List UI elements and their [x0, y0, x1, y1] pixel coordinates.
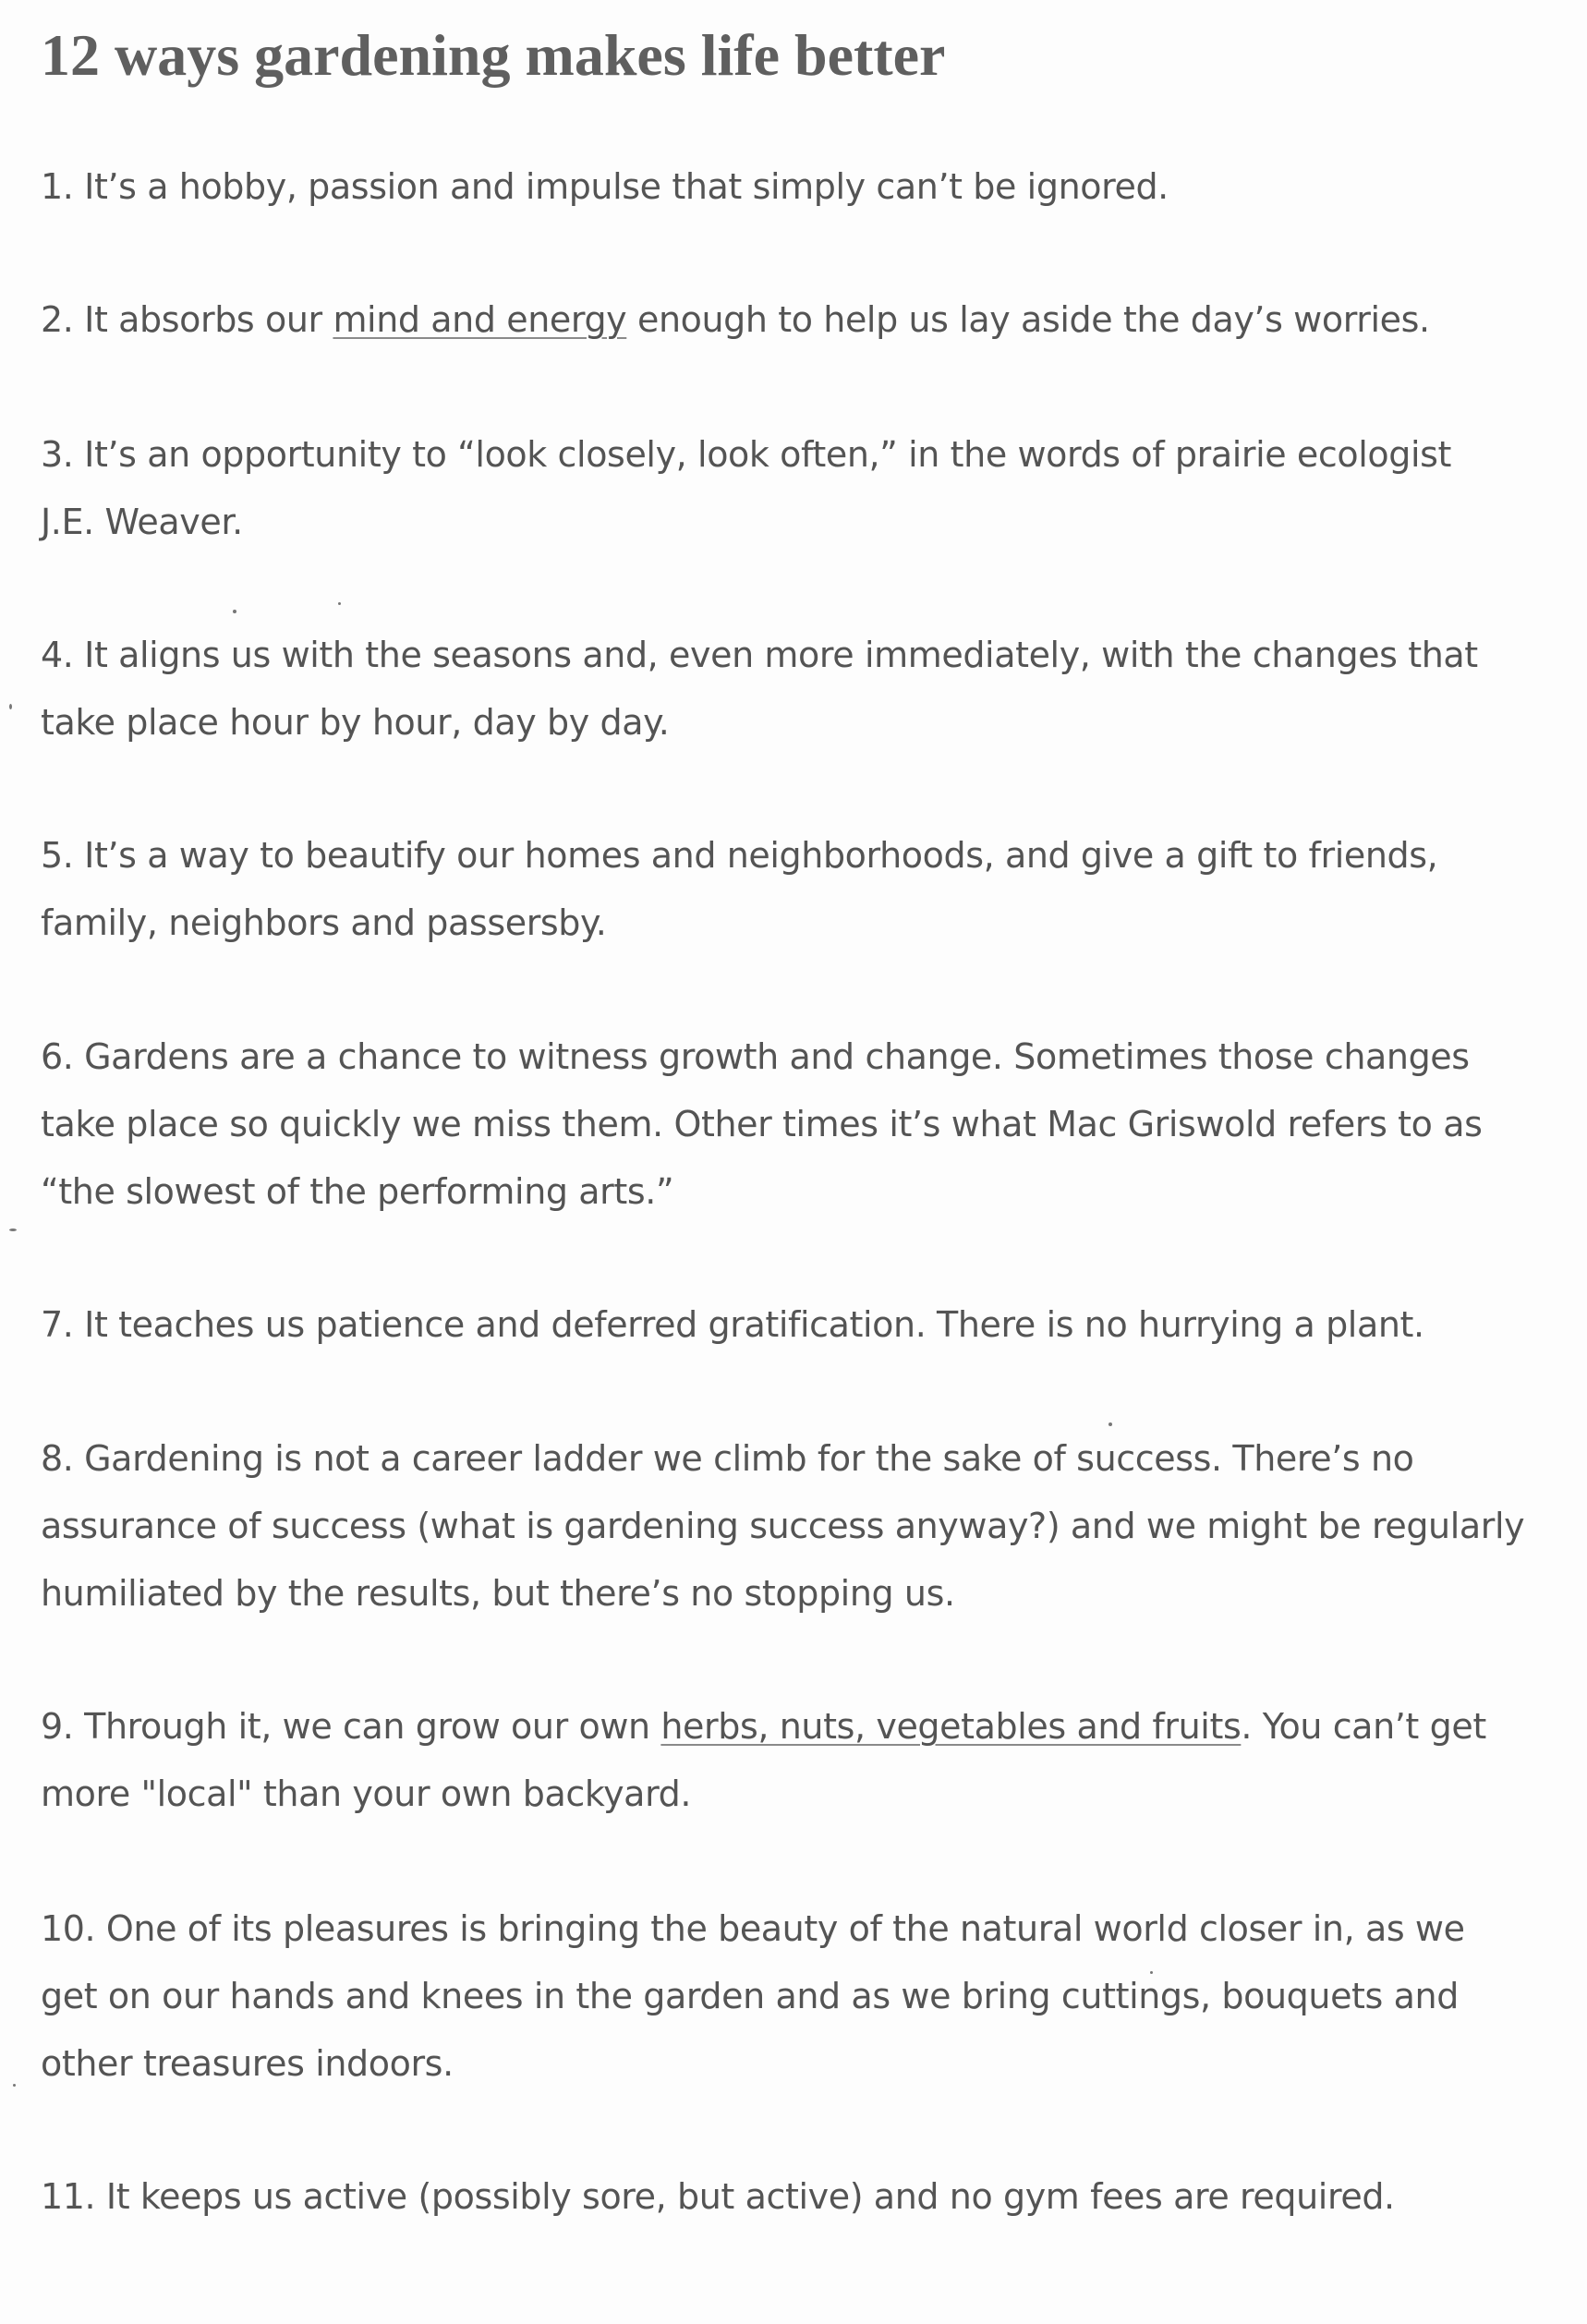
list-item-line: 11. It keeps us active (possibly sore, but active) and no gym fees are required.	[41, 2176, 1395, 2217]
list-item-11	[41, 2163, 1546, 2231]
list-item-2	[41, 286, 1546, 354]
scan-speck	[9, 704, 12, 709]
list-item-line: get on our hands and knees in the garden and as we bring cuttings, bouquets and	[41, 1976, 1459, 2016]
list-item-text: 9. Through it, we can grow our own	[41, 1706, 661, 1747]
list-item-line: other treasures indoors.	[41, 2043, 454, 2084]
scan-speck	[9, 1229, 17, 1231]
list-item-line: take place hour by hour, day by day.	[41, 702, 670, 743]
list-item-text: . You can’t get	[1241, 1706, 1486, 1747]
herbs-nuts-vegetables-fruits-link[interactable]: herbs, nuts, vegetables and fruits	[660, 1706, 1242, 1747]
list-item-line: 4. It aligns us with the seasons and, even more immediately, with the changes that	[41, 635, 1478, 675]
list-item-line: take place so quickly we miss them. Other times it’s what Mac Griswold refers to as	[41, 1104, 1483, 1144]
list-item-text: 2. It absorbs our	[41, 299, 333, 340]
list-item-5	[41, 822, 1546, 957]
list-item-line: 5. It’s a way to beautify our homes and neighborhoods, and give a gift to friends,	[41, 835, 1438, 876]
list-item-10	[41, 1895, 1546, 2098]
scan-speck	[233, 610, 236, 613]
list-item-1	[41, 153, 1546, 221]
scan-speck	[1108, 1422, 1112, 1426]
list-item-line: J.E. Weaver.	[41, 502, 243, 542]
list-item-9	[41, 1693, 1546, 1828]
list-item-line: family, neighbors and passersby.	[41, 902, 607, 943]
scan-speck	[13, 2084, 16, 2087]
list-item-line: 6. Gardens are a chance to witness growth and change. Sometimes those changes	[41, 1036, 1470, 1077]
list-item-line: 3. It’s an opportunity to “look closely, look often,” in the words of prairie ecologist	[41, 434, 1452, 475]
mind-and-energy-link[interactable]: mind and energy	[333, 299, 627, 340]
article-title: 12 ways gardening makes life better	[41, 22, 946, 88]
list-item-line: more "local" than your own backyard.	[41, 1773, 692, 1814]
list-item-4	[41, 622, 1546, 757]
list-item-7	[41, 1291, 1546, 1359]
list-item-line: 10. One of its pleasures is bringing the beauty of the natural world closer in, as we	[41, 1908, 1465, 1949]
list-item-line: 7. It teaches us patience and deferred gratification. There is no hurrying a plant.	[41, 1304, 1424, 1345]
list-item-8	[41, 1425, 1546, 1628]
list-item-line: assurance of success (what is gardening success anyway?) and we might be regularly	[41, 1506, 1525, 1546]
scan-speck	[338, 602, 341, 605]
list-item-text: enough to help us lay aside the day’s worries.	[626, 299, 1430, 340]
list-item-line: humiliated by the results, but there’s no stopping us.	[41, 1573, 955, 1614]
list-item-3	[41, 421, 1546, 556]
list-item-6	[41, 1023, 1546, 1226]
list-item-line: 1. It’s a hobby, passion and impulse that simply can’t be ignored.	[41, 166, 1169, 207]
scan-speck	[1150, 1971, 1153, 1974]
list-item-line: “the slowest of the performing arts.”	[41, 1171, 674, 1212]
list-item-line: 8. Gardening is not a career ladder we climb for the sake of success. There’s no	[41, 1438, 1414, 1479]
